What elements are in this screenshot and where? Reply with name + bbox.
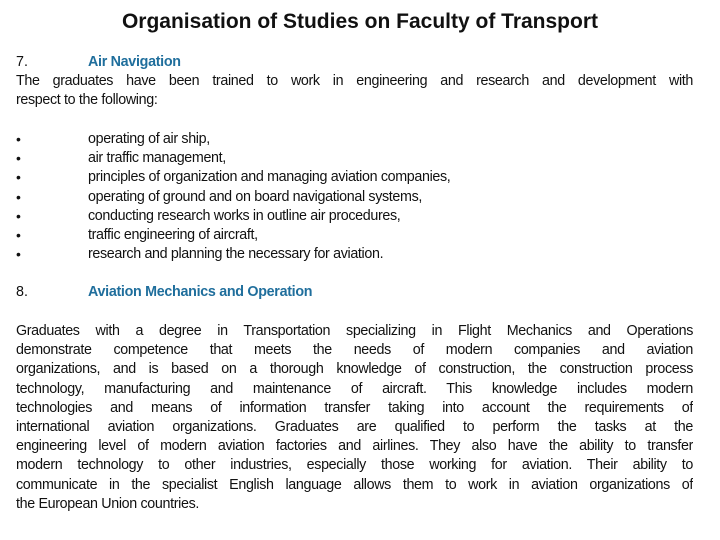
- paragraph-line: communicate in the specialist English language allows them to work in aviation organizations of: [16, 476, 693, 493]
- bullet-icon: •: [16, 131, 21, 147]
- bullet-icon: •: [16, 188, 21, 205]
- bullet-icon: •: [16, 169, 21, 186]
- paragraph-line: engineering level of modern aviation factories and airlines. They also have the ability to transfer: [16, 438, 693, 455]
- list-item: research and planning the necessary for aviation.: [88, 246, 384, 263]
- bullet-icon: •: [16, 246, 21, 263]
- bullet-icon: •: [16, 207, 21, 224]
- section-8-heading: Aviation Mechanics and Operation: [88, 284, 313, 300]
- paragraph-line: organizations, and is based on a thorough knowledge of construction, the construction process: [16, 361, 693, 378]
- section-7-heading: Air Navigation: [88, 54, 181, 70]
- paragraph-line: modern technology to other industries, especially those working for aviation. Their ability to: [16, 457, 693, 474]
- section-8-number: 8.: [16, 284, 28, 300]
- paragraph-line: demonstrate competence that meets the needs of modern companies and aviation: [16, 342, 693, 359]
- section-7-intro-line: respect to the following:: [16, 92, 158, 108]
- page-title: Organisation of Studies on Faculty of Transport: [121, 10, 599, 33]
- section-7-intro-line: The graduates have been trained to work in engineering and research and development with: [16, 73, 693, 89]
- list-item: air traffic management,: [88, 150, 226, 167]
- paragraph-line: the European Union countries.: [16, 495, 199, 512]
- paragraph-line: technology, manufacturing and maintenance of aircraft. This knowledge includes modern: [16, 380, 693, 397]
- paragraph-line: technologies and means of information transfer taking into account the requirements of: [16, 399, 693, 416]
- paragraph-line: Graduates with a degree in Transportation specializing in Flight Mechanics and Operations: [16, 323, 693, 339]
- list-item: traffic engineering of aircraft,: [88, 227, 258, 243]
- bullet-icon: •: [16, 150, 21, 167]
- list-item: conducting research works in outline air procedures,: [88, 207, 401, 224]
- list-item: principles of organization and managing aviation companies,: [88, 169, 451, 186]
- bullet-icon: •: [16, 227, 21, 243]
- paragraph-line: international aviation organizations. Graduates are qualified to perform the tasks at the: [16, 419, 693, 435]
- section-7-number: 7.: [16, 54, 28, 70]
- list-item: operating of air ship,: [88, 131, 210, 147]
- list-item: operating of ground and on board navigational systems,: [88, 188, 422, 205]
